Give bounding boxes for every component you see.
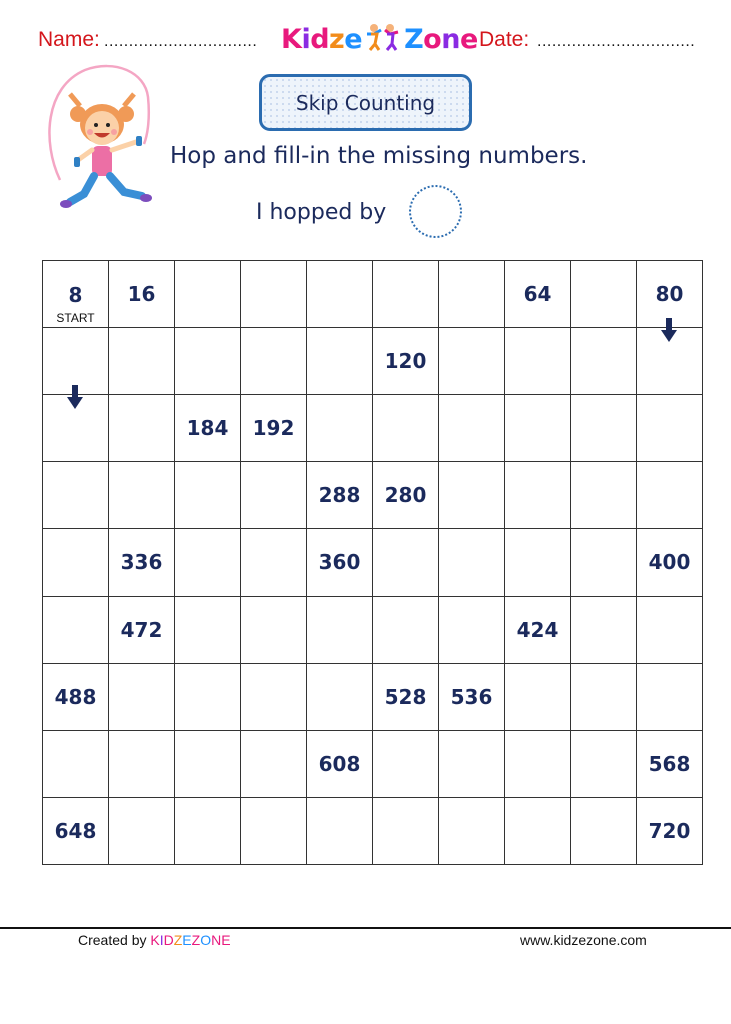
grid-number: 568 [648,751,691,776]
grid-cell[interactable] [175,529,241,596]
grid-cell[interactable] [637,328,703,395]
worksheet-title: Skip Counting [259,74,472,131]
grid-number: 472 [120,617,163,642]
start-number: 8 [68,283,83,307]
grid-number: 608 [318,751,361,776]
grid-cell[interactable] [571,663,637,730]
grid-number: 336 [120,550,163,575]
grid-cell[interactable] [571,395,637,462]
kids-logo-icon [362,22,404,52]
grid-cell[interactable] [241,529,307,596]
grid-cell[interactable] [637,462,703,529]
name-label: Name: [38,28,100,51]
grid-cell [439,663,505,730]
grid-cell[interactable] [439,596,505,663]
grid-cell [637,730,703,797]
grid-cell[interactable] [439,730,505,797]
grid-number: 360 [318,550,361,575]
grid-number: 80 [655,282,684,307]
grid-cell[interactable] [637,395,703,462]
date-label: Date: [479,28,530,51]
footer-website[interactable]: www.kidzezone.com [520,932,647,948]
grid-cell[interactable] [439,395,505,462]
grid-cell [373,328,439,395]
grid-cell[interactable] [505,529,571,596]
grid-number: 424 [516,617,559,642]
grid-cell[interactable] [175,797,241,864]
grid-cell[interactable] [505,395,571,462]
down-arrow-icon [67,385,83,409]
grid-cell [505,596,571,663]
grid-cell[interactable] [505,797,571,864]
grid-cell[interactable] [307,596,373,663]
grid-row [43,596,703,663]
grid-cell [109,261,175,328]
start-label: START [56,311,95,325]
grid-cell[interactable] [43,395,109,462]
date-blank[interactable]: ................................ [537,33,696,50]
grid-cell[interactable] [439,797,505,864]
grid-row [43,395,703,462]
grid-cell [43,261,109,328]
grid-cell[interactable] [43,730,109,797]
grid-cell[interactable] [241,328,307,395]
grid-cell[interactable] [439,462,505,529]
grid-cell[interactable] [571,596,637,663]
grid-cell[interactable] [307,261,373,328]
grid-cell[interactable] [43,596,109,663]
grid-cell[interactable] [505,730,571,797]
grid-number: 192 [252,416,295,441]
grid-cell[interactable] [571,261,637,328]
grid-number: 288 [318,483,361,508]
brand-logo: Kidze Zone [281,24,478,55]
grid-number: 536 [450,684,493,709]
grid-cell [307,462,373,529]
grid-row [43,730,703,797]
grid-row [43,663,703,730]
footer-brand: KIDZEZONE [150,932,231,948]
grid-number: 184 [186,416,229,441]
grid-cell [373,462,439,529]
grid-cell [241,395,307,462]
grid-number: 120 [384,349,427,374]
grid-cell[interactable] [241,797,307,864]
grid-cell[interactable] [571,462,637,529]
grid-cell [109,529,175,596]
grid-cell[interactable] [505,663,571,730]
grid-cell[interactable] [241,261,307,328]
grid-cell[interactable] [109,395,175,462]
grid-cell[interactable] [175,663,241,730]
grid-cell[interactable] [505,462,571,529]
footer-created-by: Created by [78,932,147,948]
grid-cell[interactable] [505,328,571,395]
grid-cell [637,529,703,596]
grid-cell[interactable] [373,529,439,596]
grid-cell[interactable] [571,730,637,797]
grid-row [43,797,703,864]
number-grid [42,260,703,865]
footer-credit [78,932,231,948]
grid-row [43,462,703,529]
grid-cell[interactable] [109,462,175,529]
grid-number: 16 [127,282,156,307]
grid-number: 400 [648,550,691,575]
grid-cell[interactable] [571,797,637,864]
grid-cell [109,596,175,663]
grid-number: 720 [648,818,691,843]
grid-cell[interactable] [373,596,439,663]
grid-cell [307,529,373,596]
grid-cell [43,797,109,864]
grid-cell[interactable] [43,462,109,529]
grid-cell[interactable] [439,529,505,596]
grid-cell[interactable] [439,261,505,328]
grid-cell[interactable] [571,529,637,596]
grid-cell[interactable] [109,663,175,730]
grid-cell[interactable] [637,596,703,663]
instruction-text: Hop and fill-in the missing numbers. [170,143,588,169]
grid-cell [637,797,703,864]
grid-number: 280 [384,483,427,508]
grid-cell[interactable] [241,730,307,797]
grid-cell [43,663,109,730]
grid-cell[interactable] [307,663,373,730]
grid-cell[interactable] [175,596,241,663]
grid-cell[interactable] [109,797,175,864]
grid-cell[interactable] [307,328,373,395]
grid-row [43,328,703,395]
name-blank[interactable]: ............................... [104,33,258,50]
jump-rope-girl-icon [40,62,170,222]
grid-cell[interactable] [241,596,307,663]
grid-number: 528 [384,684,427,709]
grid-row [43,529,703,596]
footer-divider [0,927,731,929]
grid-cell[interactable] [373,395,439,462]
grid-number: 488 [54,684,97,709]
grid-number: 64 [523,282,552,307]
grid-cell[interactable] [439,328,505,395]
grid-cell [505,261,571,328]
down-arrow-icon [661,318,677,342]
grid-cell[interactable] [175,730,241,797]
grid-cell[interactable] [241,462,307,529]
grid-cell[interactable] [373,261,439,328]
grid-cell[interactable] [373,797,439,864]
grid-cell [307,730,373,797]
grid-cell[interactable] [175,462,241,529]
grid-cell[interactable] [43,529,109,596]
grid-cell [373,663,439,730]
grid-cell[interactable] [571,328,637,395]
grid-cell[interactable] [109,730,175,797]
grid-cell[interactable] [373,730,439,797]
grid-cell[interactable] [241,663,307,730]
grid-row [43,261,703,328]
grid-cell[interactable] [307,797,373,864]
grid-cell[interactable] [175,328,241,395]
hop-value-circle[interactable] [409,185,462,238]
grid-cell[interactable] [109,328,175,395]
grid-cell [175,395,241,462]
grid-number: 648 [54,818,97,843]
grid-cell[interactable] [637,663,703,730]
grid-cell[interactable] [175,261,241,328]
hopped-by-label: I hopped by [256,200,387,225]
grid-cell[interactable] [307,395,373,462]
